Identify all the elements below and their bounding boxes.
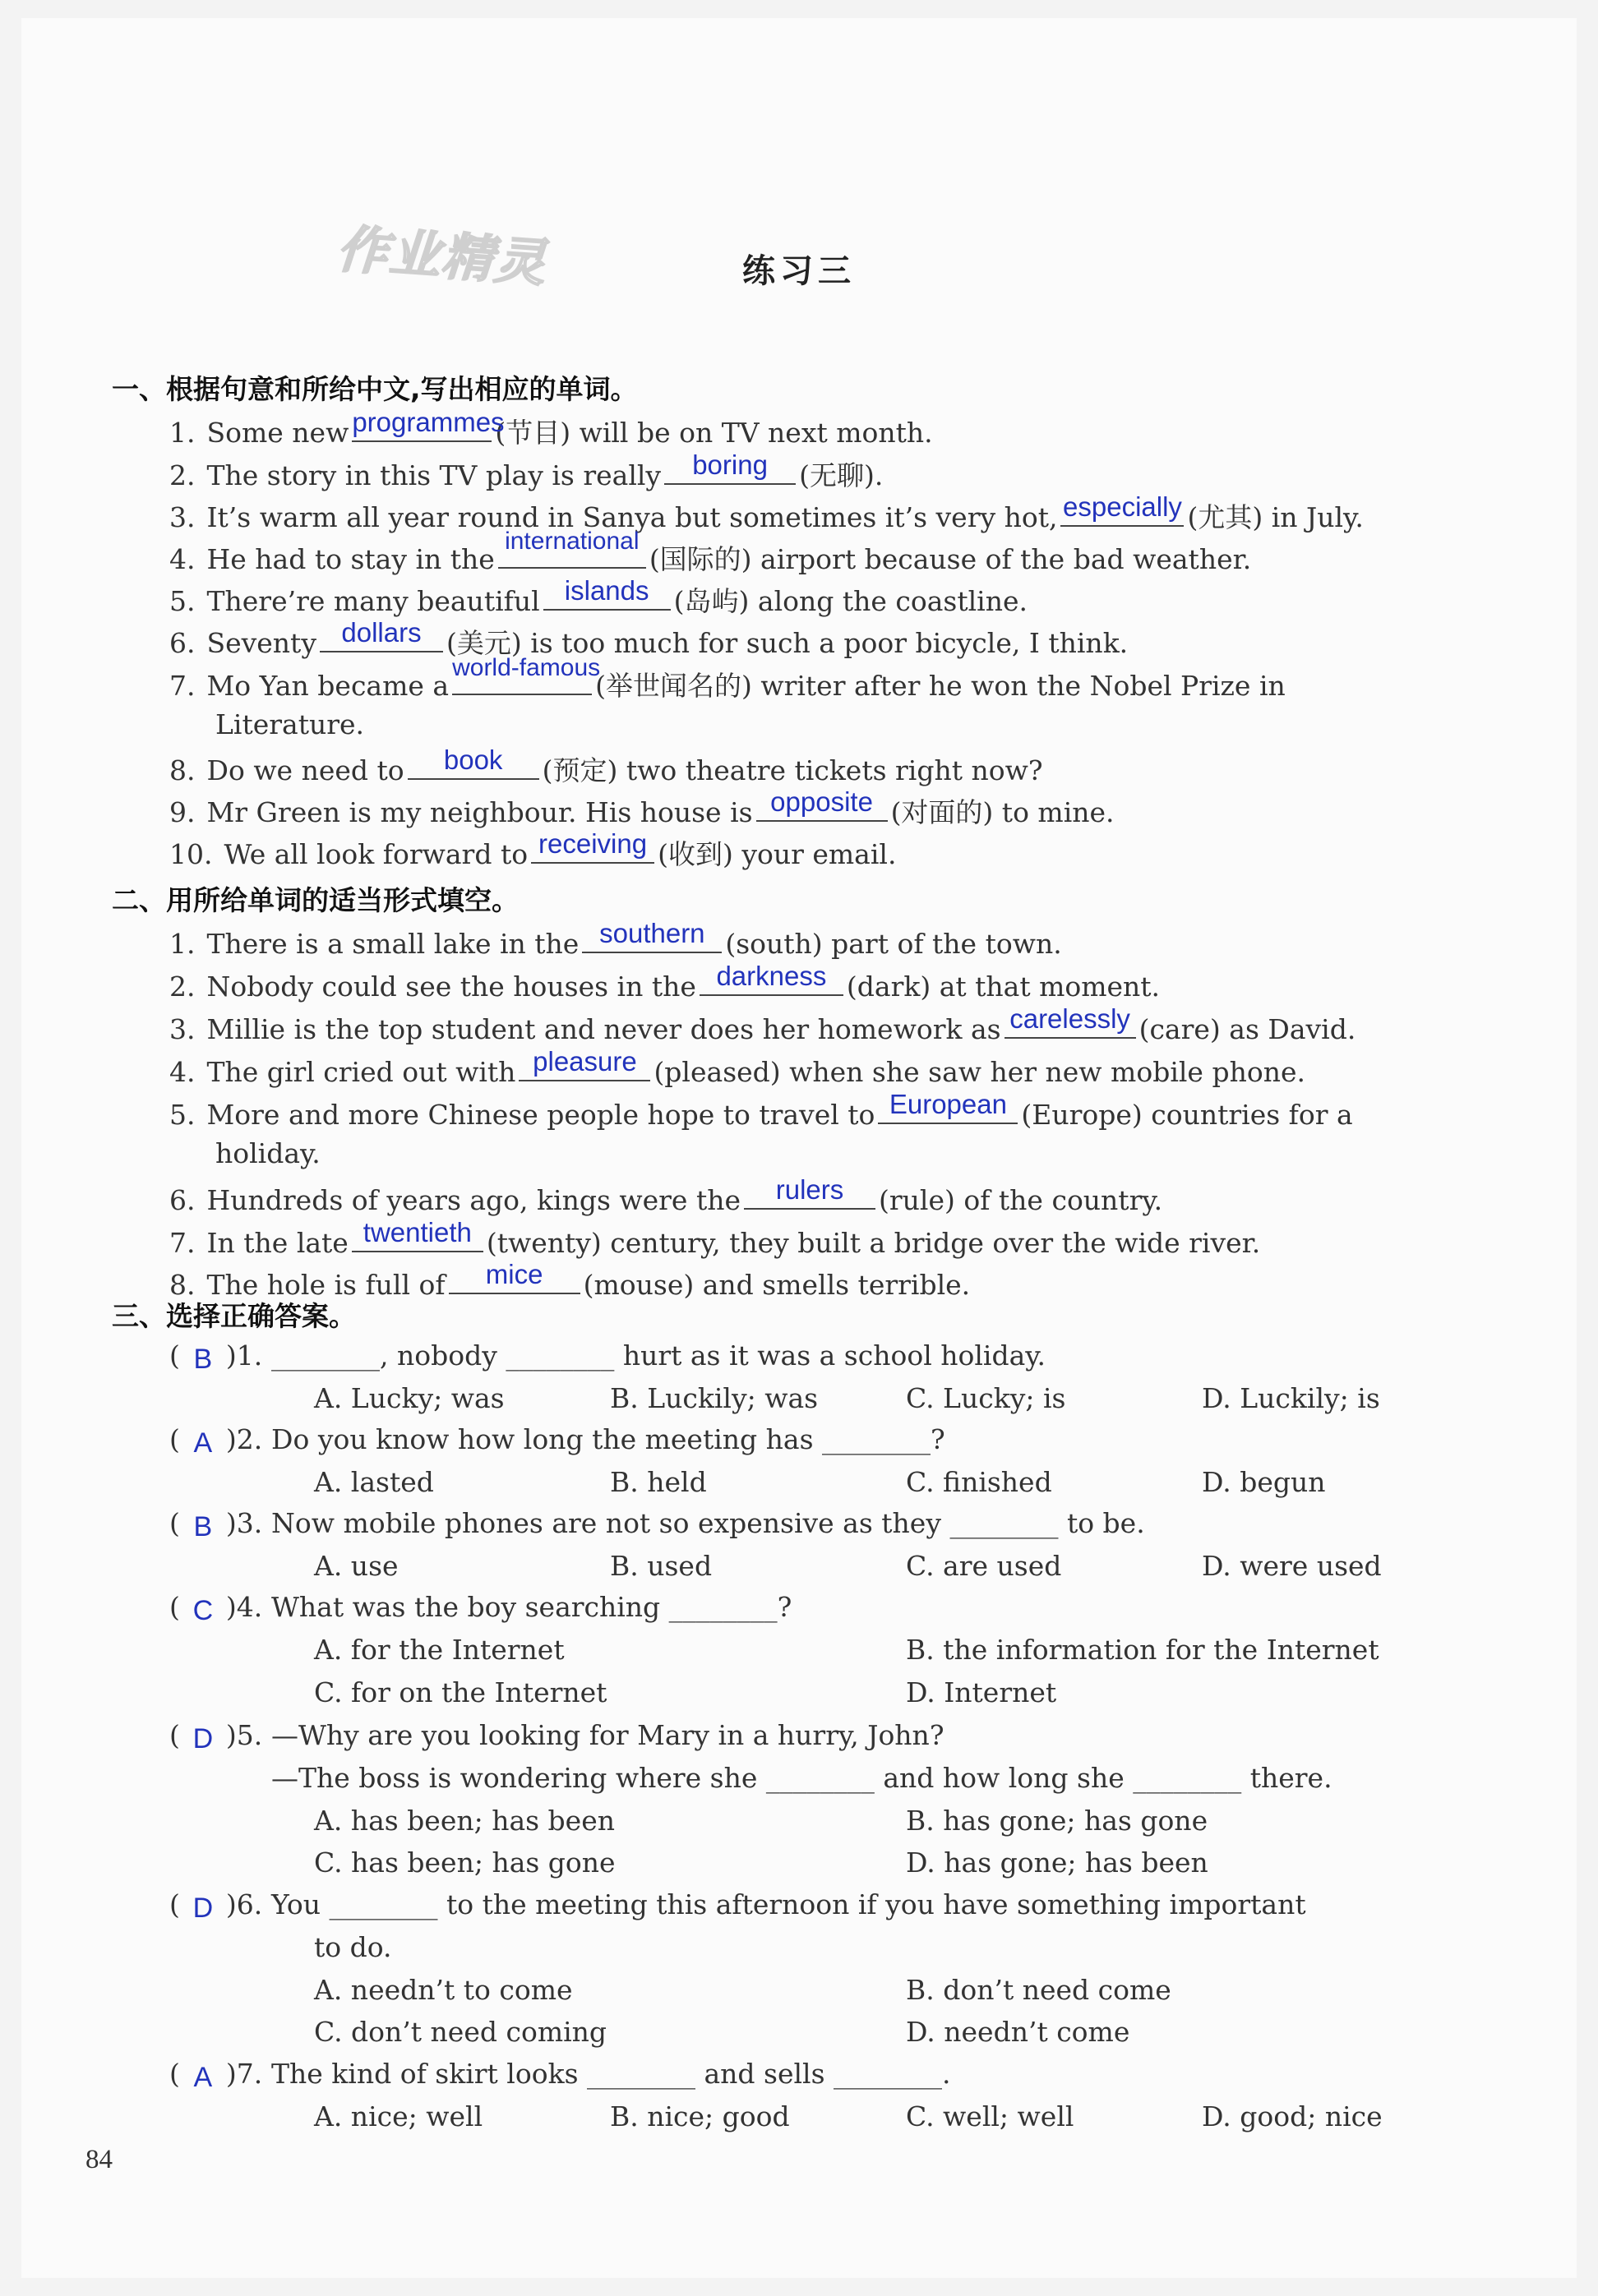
s1-item-10-text-before: We all look forward to bbox=[224, 838, 529, 870]
page-number: 84 bbox=[85, 2145, 113, 2174]
s3-item-5-option-c[interactable]: C. has been; has gone bbox=[314, 1846, 616, 1879]
s3-item-6-option-c[interactable]: C. don’t need coming bbox=[314, 2016, 607, 2048]
s3-item-1-option-a[interactable]: A. Lucky; was bbox=[314, 1382, 505, 1414]
s2-item-1-text-after: (south) part of the town. bbox=[725, 928, 1062, 960]
s1-item-9-answer-blank[interactable] bbox=[756, 786, 888, 822]
s1-item-10-text-after: (收到) your email. bbox=[658, 838, 897, 870]
s3-item-5-answer[interactable]: D bbox=[192, 1723, 214, 1754]
s1-item-7-number: 7. bbox=[169, 670, 196, 702]
s3-item-2-answer[interactable]: A bbox=[193, 1427, 213, 1459]
s2-item-6-question bbox=[169, 1174, 1163, 1217]
s2-item-4-number: 4. bbox=[169, 1056, 196, 1088]
s3-item-5-question-line: —Why are you looking for Mary in a hurry, John? bbox=[271, 1719, 944, 1751]
s3-item-4-answer[interactable]: C bbox=[192, 1595, 214, 1626]
s3-item-1-option-d[interactable]: D. Luckily; is bbox=[1202, 1382, 1380, 1414]
s2-item-6-answer-blank[interactable] bbox=[744, 1174, 875, 1210]
s1-item-5-answer: islands bbox=[564, 575, 649, 606]
s2-item-8-answer: mice bbox=[485, 1259, 543, 1289]
s2-item-1-number: 1. bbox=[169, 928, 196, 960]
s2-item-8-answer-blank[interactable] bbox=[449, 1259, 580, 1294]
s3-item-1-option-b[interactable]: B. Luckily; was bbox=[610, 1382, 819, 1414]
s3-item-2-question-line: Do you know how long the meeting has ________? bbox=[271, 1423, 945, 1455]
s3-item-3-option-d[interactable]: D. were used bbox=[1202, 1550, 1382, 1582]
s2-item-2-text-before: Nobody could see the houses in the bbox=[206, 970, 696, 1003]
s3-item-5-option-d[interactable]: D. has gone; has been bbox=[906, 1846, 1208, 1879]
s1-item-2-text-after: (无聊). bbox=[799, 459, 884, 491]
s1-item-1-answer-blank[interactable] bbox=[352, 407, 505, 442]
s2-item-3-number: 3. bbox=[169, 1013, 196, 1045]
s1-item-10-question bbox=[169, 828, 897, 871]
s1-item-4-text-before: He had to stay in the bbox=[206, 543, 495, 575]
s2-item-4-question bbox=[169, 1046, 1305, 1089]
s3-item-7-number: )7. bbox=[225, 2058, 263, 2090]
s3-item-1-option-c[interactable]: C. Lucky; is bbox=[906, 1382, 1066, 1414]
s3-item-4-answer-bracket bbox=[169, 1591, 262, 1624]
s1-item-5-answer-blank[interactable] bbox=[543, 575, 671, 611]
s1-item-6-answer-blank[interactable] bbox=[320, 617, 443, 652]
s1-item-9-number: 9. bbox=[169, 796, 196, 828]
s1-item-7-answer-blank[interactable] bbox=[452, 654, 601, 695]
s3-item-6-question-line: You ________ to the meeting this afternoon if you have something important bbox=[271, 1888, 1306, 1920]
s2-item-2-question bbox=[169, 961, 1161, 1003]
s3-item-4-option-d[interactable]: D. Internet bbox=[906, 1676, 1057, 1708]
s2-item-7-question bbox=[169, 1217, 1261, 1260]
s1-item-8-answer: book bbox=[443, 745, 503, 775]
s2-item-2-answer: darkness bbox=[716, 961, 827, 991]
s2-item-7-answer-blank[interactable] bbox=[352, 1217, 483, 1252]
s1-item-2-question bbox=[169, 450, 884, 492]
s1-item-5-text-before: There’re many beautiful bbox=[206, 585, 540, 617]
s2-item-1-answer-blank[interactable] bbox=[582, 918, 722, 953]
s3-item-7-option-b[interactable]: B. nice; good bbox=[610, 2100, 790, 2132]
s1-item-8-question bbox=[169, 745, 1043, 787]
s1-item-4-answer: international bbox=[505, 528, 640, 555]
s1-item-10-answer-blank[interactable] bbox=[531, 828, 654, 864]
s1-item-9-text-before: Mr Green is my neighbour. His house is bbox=[206, 796, 753, 828]
s1-item-7-text-before: Mo Yan became a bbox=[206, 670, 450, 702]
s2-item-7-number: 7. bbox=[169, 1227, 196, 1259]
s2-item-1-answer: southern bbox=[599, 918, 705, 948]
s1-item-7-question bbox=[169, 654, 1286, 703]
s1-item-6-text-before: Seventy bbox=[206, 627, 316, 659]
s2-item-8-number: 8. bbox=[169, 1269, 196, 1301]
s1-item-1-number: 1. bbox=[169, 417, 196, 449]
s3-item-1-number: )1. bbox=[225, 1339, 263, 1372]
s1-item-6-number: 6. bbox=[169, 627, 196, 659]
s2-item-5-question bbox=[169, 1089, 1353, 1132]
s2-item-5-answer: European bbox=[889, 1089, 1007, 1119]
s3-item-3-option-c[interactable]: C. are used bbox=[906, 1550, 1062, 1582]
section-1-heading: 一、根据句意和所给中文,写出相应的单词。 bbox=[112, 373, 638, 405]
s2-item-4-answer-blank[interactable] bbox=[519, 1046, 650, 1081]
s3-item-4-option-c[interactable]: C. for on the Internet bbox=[314, 1676, 607, 1708]
s1-item-2-number: 2. bbox=[169, 459, 196, 491]
s3-item-7-answer[interactable]: A bbox=[193, 2062, 213, 2093]
s1-item-10-answer: receiving bbox=[538, 828, 648, 859]
s2-item-5-text-after: (Europe) countries for a bbox=[1021, 1099, 1353, 1131]
s3-item-7-answer-bracket bbox=[169, 2058, 262, 2091]
s1-item-3-question bbox=[169, 491, 1364, 534]
s2-item-7-text-before: In the late bbox=[206, 1227, 349, 1259]
s2-item-5-continuation: holiday. bbox=[215, 1137, 321, 1169]
s1-item-3-text-after: (尤其) in July. bbox=[1187, 501, 1364, 533]
s1-item-2-answer-blank[interactable] bbox=[664, 450, 796, 485]
s1-item-6-question bbox=[169, 617, 1129, 660]
s3-item-1-question-line: ________, nobody ________ hurt as it was a school holiday. bbox=[271, 1339, 1046, 1372]
s3-item-6-option-a[interactable]: A. needn’t to come bbox=[314, 1974, 573, 2006]
s2-item-5-answer-blank[interactable] bbox=[878, 1089, 1018, 1124]
s2-item-6-text-after: (rule) of the country. bbox=[879, 1184, 1163, 1216]
s1-item-2-answer: boring bbox=[692, 450, 768, 480]
s1-item-4-number: 4. bbox=[169, 543, 196, 575]
s3-item-2-answer-bracket bbox=[169, 1423, 263, 1459]
s3-item-3-answer-bracket bbox=[169, 1507, 262, 1540]
s2-item-8-text-after: (mouse) and smells terrible. bbox=[583, 1269, 971, 1301]
s2-item-6-text-before: Hundreds of years ago, kings were the bbox=[206, 1184, 741, 1216]
s3-item-2-option-b[interactable]: B. held bbox=[610, 1466, 707, 1498]
page-title: 练习三 bbox=[742, 252, 856, 290]
s1-item-10-number: 10. bbox=[169, 838, 213, 870]
s3-item-3-option-b[interactable]: B. used bbox=[610, 1550, 713, 1582]
left-paren: ( bbox=[169, 1507, 180, 1539]
s3-item-4-option-b[interactable]: B. the information for the Internet bbox=[906, 1634, 1379, 1666]
s1-item-3-answer: especially bbox=[1063, 491, 1182, 522]
s1-item-7-continuation: Literature. bbox=[215, 708, 365, 740]
s1-item-3-number: 3. bbox=[169, 501, 196, 533]
s3-item-6-number: )6. bbox=[225, 1888, 263, 1920]
left-paren: ( bbox=[169, 2058, 180, 2090]
s2-item-6-number: 6. bbox=[169, 1184, 196, 1216]
s3-item-4-question-line: What was the boy searching ________? bbox=[271, 1591, 792, 1623]
s1-item-4-answer-blank[interactable] bbox=[498, 528, 646, 569]
s1-item-2-text-before: The story in this TV play is really bbox=[206, 459, 662, 491]
s1-item-1-answer: programmes bbox=[352, 407, 505, 437]
s2-item-2-answer-blank[interactable] bbox=[700, 961, 843, 996]
s1-item-6-answer: dollars bbox=[341, 617, 422, 648]
s2-item-7-text-after: (twenty) century, they built a bridge over the wide river. bbox=[486, 1227, 1261, 1259]
s3-item-7-option-a[interactable]: A. nice; well bbox=[314, 2100, 483, 2132]
s3-item-2-option-a[interactable]: A. lasted bbox=[314, 1466, 434, 1498]
s3-item-5-option-a[interactable]: A. has been; has been bbox=[314, 1805, 615, 1837]
s3-item-2-option-c[interactable]: C. finished bbox=[906, 1466, 1052, 1498]
s1-item-1-text-after: (节目) will be on TV next month. bbox=[495, 417, 933, 449]
left-paren: ( bbox=[169, 1423, 180, 1455]
s3-item-4-number: )4. bbox=[225, 1591, 263, 1623]
s3-item-2-option-d[interactable]: D. begun bbox=[1202, 1466, 1326, 1498]
s2-item-2-text-after: (dark) at that moment. bbox=[846, 970, 1161, 1003]
s2-item-3-question bbox=[169, 1003, 1356, 1046]
s3-item-6-answer-bracket bbox=[169, 1888, 263, 1924]
s3-item-5-answer-bracket bbox=[169, 1719, 262, 1752]
s2-item-1-text-before: There is a small lake in the bbox=[206, 928, 580, 960]
s3-item-7-option-c[interactable]: C. well; well bbox=[906, 2100, 1074, 2132]
s1-item-3-text-before: It’s warm all year round in Sanya but sometimes it’s very hot, bbox=[206, 501, 1058, 533]
s1-item-1-text-before: Some new bbox=[206, 417, 349, 449]
s1-item-8-text-after: (预定) two theatre tickets right now? bbox=[542, 754, 1043, 786]
s1-item-9-answer: opposite bbox=[770, 786, 873, 817]
s3-item-5-option-b[interactable]: B. has gone; has gone bbox=[906, 1805, 1208, 1837]
s1-item-5-number: 5. bbox=[169, 585, 196, 617]
s1-item-9-question bbox=[169, 786, 1115, 829]
s2-item-2-number: 2. bbox=[169, 970, 196, 1003]
watermark-logo: 作业精灵 bbox=[335, 219, 549, 293]
s1-item-5-text-after: (岛屿) along the coastline. bbox=[673, 585, 1028, 617]
left-paren: ( bbox=[169, 1719, 180, 1751]
s3-item-2-number: )2. bbox=[225, 1423, 263, 1455]
s3-item-5-question-line: —The boss is wondering where she ________ and how long she ________ there. bbox=[271, 1762, 1332, 1794]
s2-item-3-answer: carelessly bbox=[1009, 1003, 1130, 1034]
s1-item-1-question bbox=[169, 407, 933, 450]
s2-item-7-answer: twentieth bbox=[363, 1217, 472, 1247]
s2-item-3-text-before: Millie is the top student and never does her homework as bbox=[206, 1013, 1001, 1045]
s3-item-3-option-a[interactable]: A. use bbox=[314, 1550, 399, 1582]
s3-item-7-option-d[interactable]: D. good; nice bbox=[1202, 2100, 1383, 2132]
section-2-heading: 二、用所给单词的适当形式填空。 bbox=[112, 884, 519, 916]
s3-item-3-answer[interactable]: B bbox=[193, 1511, 213, 1542]
s1-item-9-text-after: (对面的) to mine. bbox=[890, 796, 1115, 828]
left-paren: ( bbox=[169, 1591, 180, 1623]
s3-item-5-number: )5. bbox=[225, 1719, 263, 1751]
s2-item-3-text-after: (care) as David. bbox=[1138, 1013, 1356, 1045]
s1-item-5-question bbox=[169, 575, 1028, 618]
s2-item-5-text-before: More and more Chinese people hope to travel to bbox=[206, 1099, 875, 1131]
s3-item-6-option-b[interactable]: B. don’t need come bbox=[906, 1974, 1171, 2006]
s1-item-7-text-after: (举世闻名的) writer after he won the Nobel Prize in bbox=[595, 670, 1286, 702]
s2-item-3-answer-blank[interactable] bbox=[1005, 1003, 1136, 1039]
s1-item-8-answer-blank[interactable] bbox=[408, 745, 539, 780]
s1-item-7-answer: world-famous bbox=[452, 654, 601, 681]
s3-item-7-question-line: The kind of skirt looks ________ and sells ________. bbox=[271, 2058, 951, 2090]
s3-item-6-question-line: to do. bbox=[314, 1931, 392, 1963]
s3-item-1-answer-bracket bbox=[169, 1339, 263, 1375]
s2-item-8-text-before: The hole is full of bbox=[206, 1269, 446, 1301]
s1-item-6-text-after: (美元) is too much for such a poor bicycle, I think. bbox=[446, 627, 1129, 659]
s3-item-1-answer[interactable]: B bbox=[193, 1344, 213, 1375]
s1-item-8-text-before: Do we need to bbox=[206, 754, 404, 786]
s3-item-4-option-a[interactable]: A. for the Internet bbox=[314, 1634, 565, 1666]
s1-item-4-question bbox=[169, 528, 1252, 576]
s2-item-1-question bbox=[169, 918, 1062, 961]
s2-item-5-number: 5. bbox=[169, 1099, 196, 1131]
s3-item-6-answer[interactable]: D bbox=[192, 1893, 214, 1924]
s1-item-8-number: 8. bbox=[169, 754, 196, 786]
s3-item-6-option-d[interactable]: D. needn’t come bbox=[906, 2016, 1130, 2048]
left-paren: ( bbox=[169, 1888, 180, 1920]
left-paren: ( bbox=[169, 1339, 180, 1372]
s3-item-3-question-line: Now mobile phones are not so expensive as they ________ to be. bbox=[271, 1507, 1145, 1539]
s2-item-4-text-after: (pleased) when she saw her new mobile phone. bbox=[654, 1056, 1305, 1088]
s3-item-3-number: )3. bbox=[225, 1507, 263, 1539]
s1-item-3-answer-blank[interactable] bbox=[1060, 491, 1184, 527]
s2-item-6-answer: rulers bbox=[775, 1174, 844, 1205]
s1-item-4-text-after: (国际的) airport because of the bad weather. bbox=[649, 543, 1252, 575]
s2-item-4-text-before: The girl cried out with bbox=[206, 1056, 516, 1088]
s2-item-4-answer: pleasure bbox=[533, 1046, 637, 1077]
section-3-heading: 三、选择正确答案。 bbox=[112, 1300, 356, 1332]
